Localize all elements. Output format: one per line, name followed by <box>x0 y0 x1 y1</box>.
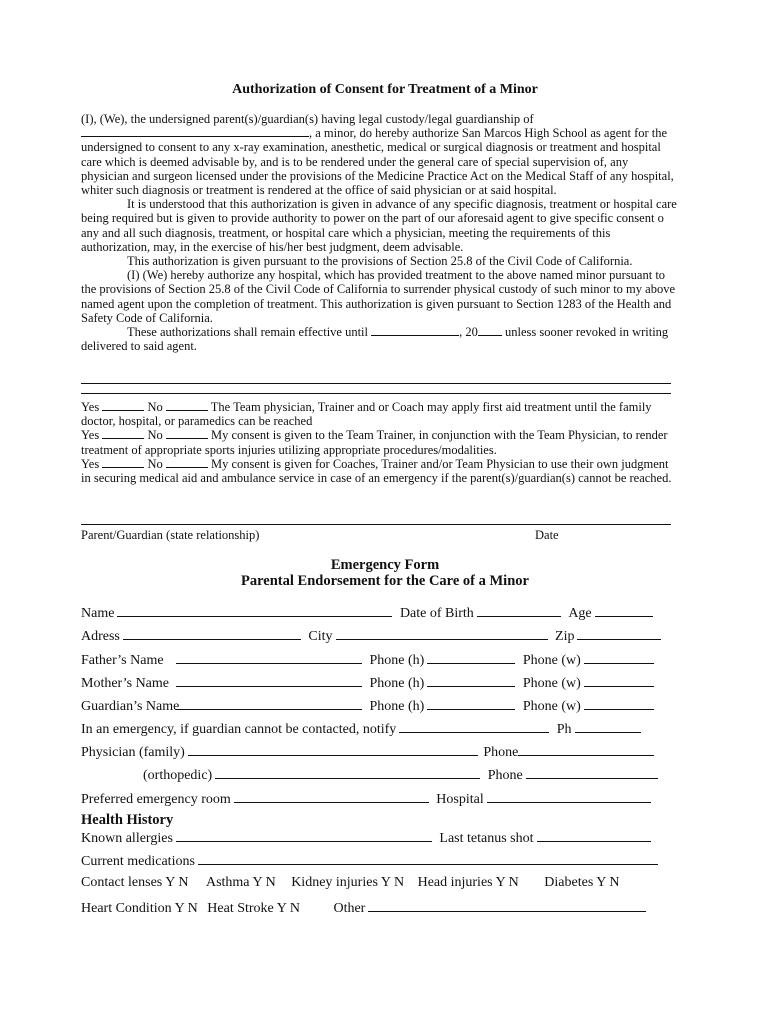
date-label: Date <box>535 528 559 542</box>
no-label: No <box>147 400 163 414</box>
notify-field[interactable] <box>399 719 549 733</box>
allergies-label: Known allergies <box>81 831 173 846</box>
zip-label: Zip <box>555 629 575 644</box>
asthma-label[interactable]: Asthma Y N <box>205 875 276 890</box>
consent-option-1-text: The Team physician, Trainer and or Coach may apply first aid treatment until the family doctor, hospital, or paramedics can be reached <box>81 400 652 429</box>
notify-phone-field[interactable] <box>575 719 641 733</box>
tetanus-label: Last tetanus shot <box>439 831 534 846</box>
contact-lenses-label[interactable]: Contact lenses Y N <box>81 875 189 890</box>
mother-phone-w-label: Phone (w) <box>522 676 581 691</box>
name-label: Name <box>81 606 115 621</box>
consent-option-3 <box>81 457 679 485</box>
form-title: Authorization of Consent for Treatment of a Minor <box>232 82 538 97</box>
consent-body <box>81 112 679 353</box>
name-field[interactable] <box>117 603 392 617</box>
medications-field[interactable] <box>198 851 658 865</box>
dob-label: Date of Birth <box>399 606 474 621</box>
mother-phone-h-field[interactable] <box>427 673 515 687</box>
consent-p1-body: , a minor, do hereby authorize San Marcos High School as agent for the undersigned to consent to any x-ray examination, anesthetic, medical or surgical diagnosis or treatment and hospital care which is deemed advisable by, and is to be rendered under the general care of special supervision of, any physician and surgeon licensed under the provisions of the Medicine Practice Act on the Medical Staff of any hospital, whiter such diagnosis or treatment is rendered at the office of said physician or at said hospital. <box>81 126 674 198</box>
kidney-injuries-label[interactable]: Kidney injuries Y N <box>291 875 405 890</box>
head-injuries-label[interactable]: Head injuries Y N <box>417 875 519 890</box>
physician-family-phone-field[interactable] <box>518 742 654 756</box>
zip-field[interactable] <box>577 626 661 640</box>
year-field[interactable] <box>478 325 502 336</box>
consent-p1-intro: (I), (We), the undersigned parent(s)/guardian(s) having legal custody/legal guardianship of <box>81 112 534 126</box>
father-label: Father’s Name <box>81 653 164 668</box>
consent-options <box>81 400 679 485</box>
physician-ortho-phone-label: Phone <box>487 768 523 783</box>
dob-field[interactable] <box>477 603 561 617</box>
yes-label: Yes <box>81 400 100 414</box>
yes-label: Yes <box>81 428 100 443</box>
physician-ortho-phone-field[interactable] <box>526 765 658 779</box>
city-label: City <box>308 629 333 644</box>
consent-option-2 <box>81 428 679 456</box>
age-label: Age <box>568 606 592 621</box>
guardian-phone-h-label: Phone (h) <box>369 699 425 714</box>
yes-field-3[interactable] <box>102 457 144 468</box>
hospital-field[interactable] <box>487 789 651 803</box>
tetanus-field[interactable] <box>537 828 651 842</box>
hospital-label: Hospital <box>436 792 484 807</box>
conditions-row-1 <box>81 875 619 893</box>
health-history-heading: Health History <box>81 812 174 828</box>
emergency-room-field[interactable] <box>234 789 429 803</box>
notify-label: In an emergency, if guardian cannot be contacted, notify <box>81 722 397 737</box>
conditions-row-2 <box>81 898 646 916</box>
yes-label: Yes <box>81 456 100 471</box>
mother-phone-h-label: Phone (h) <box>369 676 425 691</box>
emergency-form-title: Emergency Form <box>330 557 440 573</box>
consent-option-3-text: My consent is given for Coaches, Trainer and/or Team Physician to use their own judgment in securing medical aid and ambulance service in case of an emergency if the parent(s)/guardian(s) cannot be reached. <box>81 456 672 486</box>
address-row <box>81 626 661 644</box>
physician-family-phone-label: Phone <box>483 745 519 760</box>
father-row <box>81 650 654 668</box>
physician-family-field[interactable] <box>188 742 478 756</box>
consent-paragraph-1 <box>81 112 679 197</box>
guardian-phone-h-field[interactable] <box>427 696 515 710</box>
no-label: No <box>147 456 163 471</box>
address-field[interactable] <box>123 626 301 640</box>
notify-row <box>81 719 641 737</box>
year-prefix: , 20 <box>459 325 478 340</box>
father-phone-w-label: Phone (w) <box>522 653 581 668</box>
mother-row <box>81 673 654 691</box>
minor-name-field[interactable] <box>81 126 309 137</box>
father-phone-h-label: Phone (h) <box>369 653 425 668</box>
consent-option-2-text: My consent is given to the Team Trainer, in conjunction with the Team Physician, to render treatment of appropriate sports injuries utilizing appropriate procedures/modalities. <box>81 428 668 457</box>
mother-phone-w-field[interactable] <box>584 673 654 687</box>
consent-paragraph-3: This authorization is given pursuant to the provisions of Section 25.8 of the Civil Code of California. <box>127 254 633 269</box>
guardian-label: Guardian’s Name <box>81 699 180 714</box>
mother-label: Mother’s Name <box>81 676 169 691</box>
guardian-phone-w-label: Phone (w) <box>522 699 581 714</box>
no-field-1[interactable] <box>166 400 208 411</box>
heat-stroke-label[interactable]: Heat Stroke Y N <box>207 901 300 916</box>
yes-field-1[interactable] <box>102 400 144 411</box>
no-field-2[interactable] <box>166 428 208 439</box>
physician-family-label: Physician (family) <box>81 745 185 760</box>
father-phone-w-field[interactable] <box>584 650 654 664</box>
consent-paragraph-4: (I) (We) hereby authorize any hospital, which has provided treatment to the above named minor pursuant to the provisions of Section 25.8 of the Civil Code of California to surrender physical custody of such minor to my above named agent upon the completion of treatment. This authorization is given pursuant to Section 1283 of the Health and Safety Code of California. <box>81 268 675 325</box>
section-divider <box>81 383 671 394</box>
other-label: Other <box>333 901 366 916</box>
no-label: No <box>147 428 163 443</box>
no-field-3[interactable] <box>166 457 208 468</box>
heart-condition-label[interactable]: Heart Condition Y N <box>81 901 198 916</box>
consent-option-1 <box>81 400 679 428</box>
emergency-room-row <box>81 789 651 807</box>
physician-family-row <box>81 742 654 760</box>
city-field[interactable] <box>336 626 548 640</box>
father-name-field[interactable] <box>176 650 362 664</box>
age-field[interactable] <box>595 603 653 617</box>
notify-phone-label: Ph <box>556 722 572 737</box>
address-label: Adress <box>81 629 120 644</box>
guardian-name-field[interactable] <box>176 696 362 710</box>
medications-label: Current medications <box>81 854 195 869</box>
yes-field-2[interactable] <box>102 428 144 439</box>
effective-until-field[interactable] <box>371 325 459 336</box>
consent-paragraph-5 <box>81 325 679 353</box>
emergency-room-label: Preferred emergency room <box>81 792 231 807</box>
allergies-row <box>81 828 651 846</box>
guardian-row <box>81 696 654 714</box>
parent-signature-label: Parent/Guardian (state relationship) <box>81 528 260 542</box>
signature-line[interactable] <box>81 524 671 525</box>
consent-paragraph-2: It is understood that this authorization is given in advance of any specific diagnosis, treatment or hospital care being required but is given to provide authority to power on the part of our aforesaid agent to give specific consent o any and all such diagnosis, treatment, or hospital care which a physician, meeting the requirements of this authorization, may, in the exercise of his/her best judgment, deem advisable. <box>81 197 677 254</box>
mother-name-field[interactable] <box>176 673 362 687</box>
other-field[interactable] <box>368 898 646 912</box>
allergies-field[interactable] <box>176 828 432 842</box>
diabetes-label[interactable]: Diabetes Y N <box>544 875 620 890</box>
father-phone-h-field[interactable] <box>427 650 515 664</box>
name-row <box>81 603 653 621</box>
physician-ortho-row <box>81 765 658 783</box>
orthopedic-label: (orthopedic) <box>143 768 213 783</box>
medications-row <box>81 851 658 869</box>
consent-p5-intro: These authorizations shall remain effective until <box>127 325 369 340</box>
consent-p5-end: unless sooner revoked in writing delivered to said agent. <box>81 325 669 354</box>
physician-ortho-field[interactable] <box>215 765 480 779</box>
guardian-phone-w-field[interactable] <box>584 696 654 710</box>
emergency-form-subtitle: Parental Endorsement for the Care of a Minor <box>241 573 529 589</box>
